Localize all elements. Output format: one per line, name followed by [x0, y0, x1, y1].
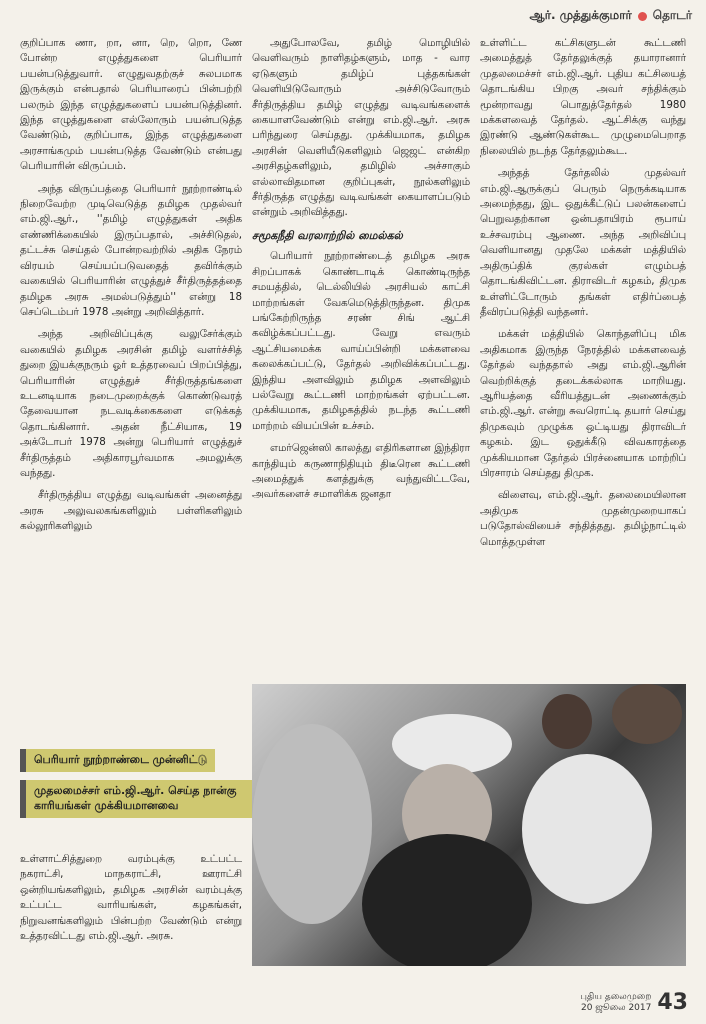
- publication-name: புதிய தலைமுறை: [580, 992, 652, 1002]
- archival-photo: [252, 684, 686, 966]
- paragraph: விளைவு, எம்.ஜி.ஆர். தலைமையிலான அதிமுக முதன்முறையாகப் படுதோல்வியைச் சந்தித்தது. தமிழ்நாட்டில் மொத்தமுள்ள: [480, 489, 686, 548]
- photo-shape: [522, 754, 652, 904]
- paragraph: பெரியார் நூற்றாண்டைத் தமிழக அரசு சிறப்பாகக் கொண்டாடிக் கொண்டிருந்த சமயத்தில், டெல்லியில் அரசியல் காட்சி மாற்றங்கள் வேகமெடுத்திருந்தன. திமுக பங்கேற்றிருந்த சரண் சிங் ஆட்சி கவிழ்க்கப்பட்டது. வேறு எவரும் ஆட்சியமைக்க வாய்ப்பின்றி மக்களவை கலைக்கப்பட்டு, தேர்தல் அறிவிக்கப்பட்டது. இந்திய அளவிலும் தமிழக அளவிலும் பல்வேறு கூட்டணி மாற்றங்கள் ஏற்பட்டன. முக்கியமாக, தமிழகத்தில் நடந்த கூட்டணி மாற்றம் வியப்பின் உச்சம்.: [252, 250, 470, 432]
- paragraph: மக்கள் மத்தியில் கொந்தளிப்பு மிக அதிகமாக இருந்த நேரத்தில் மக்களவைத் தேர்தல் வந்ததால் அது எம்.ஜி.ஆரின் வெற்றிக்குத் தடைக்கல்லாக மாறியது. ஆரியத்தை வீரியத்துடன் அணைக்கும் எம்.ஜி.ஆர். என்று சுவரொட்டி தயார் செய்து திமுகவும் முழுக்க ஒட்டியது திராவிடர் கழகம். இட ஒதுக்கீடு விவகாரத்தை முக்கியமான தேர்தல் பிரச்னையாக மாற்றிப் பிரசாரம் செய்தது திமுக.: [480, 328, 686, 479]
- photo-shape: [362, 834, 532, 966]
- paragraph: அந்த விருப்பத்தை பெரியார் நூற்றாண்டில் நிறைவேற்ற முடிவெடுத்த தமிழக முதல்வர் எம்.ஜி.ஆர்., ''தமிழ் எழுத்துகள் அதிக எண்ணிக்கையில் இருப்பதால், அச்சிடுதல், தட்டச்சு செய்தல் போன்றவற்றில் அதிக நேரம் விரயம் செய்யப்படுவதைத் தவிர்க்கும் வகையில் பெரியாரின் எழுத்துச் சீர்திருத்தத்தை தமிழக அரசு அமல்படுத்தும்'' என்று 18 செப்டெம்பர் 1978 அன்று அறிவித்தார்.: [20, 182, 242, 318]
- paragraph: அதுபோலவே, தமிழ் மொழியில் வெளிவரும் நாளிதழ்களும், மாத - வார ஏடுகளும் தமிழ்ப் புத்தகங்கள் வெளியிடுவோரும் அச்சிடுவோரும் சீர்திருத்திய தமிழ் எழுத்து வடிவங்களைக் கையாளவேண்டும் என்று எம்.ஜி.ஆர். அரசு பரிந்துரை செய்தது. முக்கியமாக, தமிழக அரசின் வெளியீடுகளிலும் ஜெஜட் என்கிற அரசிதழ்களிலும், தமிழில் அச்சாகும் எல்லாவிதமான குறிப்புகள், நூல்களிலும் சீர்திருத்த எழுத்து வடிவங்கள் கையாளப்படும் என்றும் அறிவித்தது.: [252, 37, 470, 219]
- paragraph: உள்ளாட்சித்துறை வரம்புக்கு உட்பட்ட நகராட்சி, மாநகராட்சி, ஊராட்சி ஒன்றியங்களிலும், தமிழக அரசின் வரம்புக்கு உட்பட்ட வாரியங்கள், கழகங்கள், நிறுவனங்களிலும் பின்பற்ற வேண்டும் என்று உத்தரவிட்டது எம்.ஜி.ஆர். அரசு.: [20, 853, 242, 943]
- column-1-bottom: [20, 852, 242, 944]
- pull-quote: [20, 748, 256, 826]
- publication-info: [580, 992, 651, 1014]
- column-1: [20, 36, 242, 542]
- author-name: ஆர். முத்துக்குமார்: [529, 8, 632, 22]
- section-subheading: சமூகநீதி வரலாற்றில் மைல்கல்: [252, 228, 403, 242]
- column-3: [480, 36, 686, 557]
- series-label: தொடர்: [652, 8, 692, 22]
- paragraph: குறிப்பாக ணா, றா, னா, றெ, றொ, ணே போன்ற எழுத்துகளை பெரியார் பயன்படுத்துவார். எழுதுவதற்குச் சுலபமாக இருக்கும் என்பதால் பெரியாரைப் பின்பற்றி பலரும் இந்த எழுத்துகளைப் பயன்படுத்தினர். இந்த எழுத்துகளை எல்லோரும் பயன்படுத்த வேண்டும், குறிப்பாக, இந்த எழுத்துகளை அரசாங்கமும் பயன்படுத்த வேண்டும் என்பது பெரியாரின் விருப்பம்.: [20, 37, 242, 173]
- paragraph: உள்ளிட்ட கட்சிகளுடன் கூட்டணி அமைத்துத் தேர்தலுக்குத் தயாரானார் முதலமைச்சர் எம்.ஜி.ஆர். புதிய கட்சியைத் தொடங்கிய பிறகு அவர் சந்திக்கும் மூன்றாவது பொதுத்தேர்தல் 1980 மக்களவைத் தேர்தல். ஆட்சிக்கு வந்து இரண்டு ஆண்டுகள்கூட முழுமைபெறாத நிலையில் நடந்த தேர்தலும்கூட.: [480, 37, 686, 157]
- paragraph: அந்தத் தேர்தலில் முதல்வர் எம்.ஜி.ஆருக்குப் பெரும் நெருக்கடியாக அமைந்தது, இட ஒதுக்கீட்டுப் பலன்களைப் பெறுவதற்கான ஒன்பதாயிரம் ரூபாய் உச்சவரம்பு ஆணை. அந்த அறிவிப்பு வெளியானது முதலே மக்கள் மத்தியில் அதிருப்திக் குரல்கள் எழும்பத் தொடங்கிவிட்டன. திராவிடர் கழகம், திமுக உள்ளிட்டோரும் தங்கள் எதிர்ப்பைத் தீவிரப்படுத்தி வந்தனர்.: [480, 167, 686, 318]
- page-header: [530, 8, 692, 24]
- pull-quote-line-1: பெரியார் நூற்றாண்டை முன்னிட்டு: [20, 749, 215, 772]
- paragraph: சீர்திருத்திய எழுத்து வடிவங்கள் அனைத்து அரசு அலுவலகங்களிலும் பள்ளிகளிலும் கல்லூரிகளிலும்: [20, 489, 242, 533]
- photo-shape: [252, 724, 372, 924]
- photo-shape: [612, 684, 682, 744]
- pull-quote-line-2: முதலமைச்சர் எம்.ஜி.ஆர். செய்த நான்கு காரியங்கள் முக்கியமானவை: [20, 780, 256, 818]
- publication-date: 20 ஜூலை 2017: [580, 1003, 652, 1013]
- column-2: [252, 36, 470, 510]
- paragraph: எமர்ஜென்ஸி காலத்து எதிரிகளான இந்திரா காந்தியும் கருணாநிதியும் திடீரென கூட்டணி அமைத்துக் களத்துக்கு வந்துவிட்டவே, அவர்களைச் சமாளிக்க ஜனதா: [252, 442, 470, 501]
- page-footer: [580, 992, 688, 1014]
- paragraph: அந்த அறிவிப்புக்கு வலுசேர்க்கும் வகையில் தமிழக அரசின் தமிழ் வளர்ச்சித் துறை இயக்குநரும் ஓர் உத்தரவைப் பிறப்பித்து, பெரியாரின் எழுத்துச் சீர்திருத்தங்களை உடனடியாக நடைமுறைக்குக் கொண்டுவரத் தேவையான நடவடிக்கைகளை எடுக்கத் தொடங்கினார். அதன் நீட்சியாக, 19 அக்டோபர் 1978 அன்று பெரியார் எழுத்துச் சீர்திருத்தம் அதிகாரபூர்வமாக அமலுக்கு வந்தது.: [20, 328, 242, 479]
- photo-shape: [542, 694, 592, 749]
- bullet-dot-icon: [638, 12, 647, 21]
- page-number: 43: [657, 990, 688, 1015]
